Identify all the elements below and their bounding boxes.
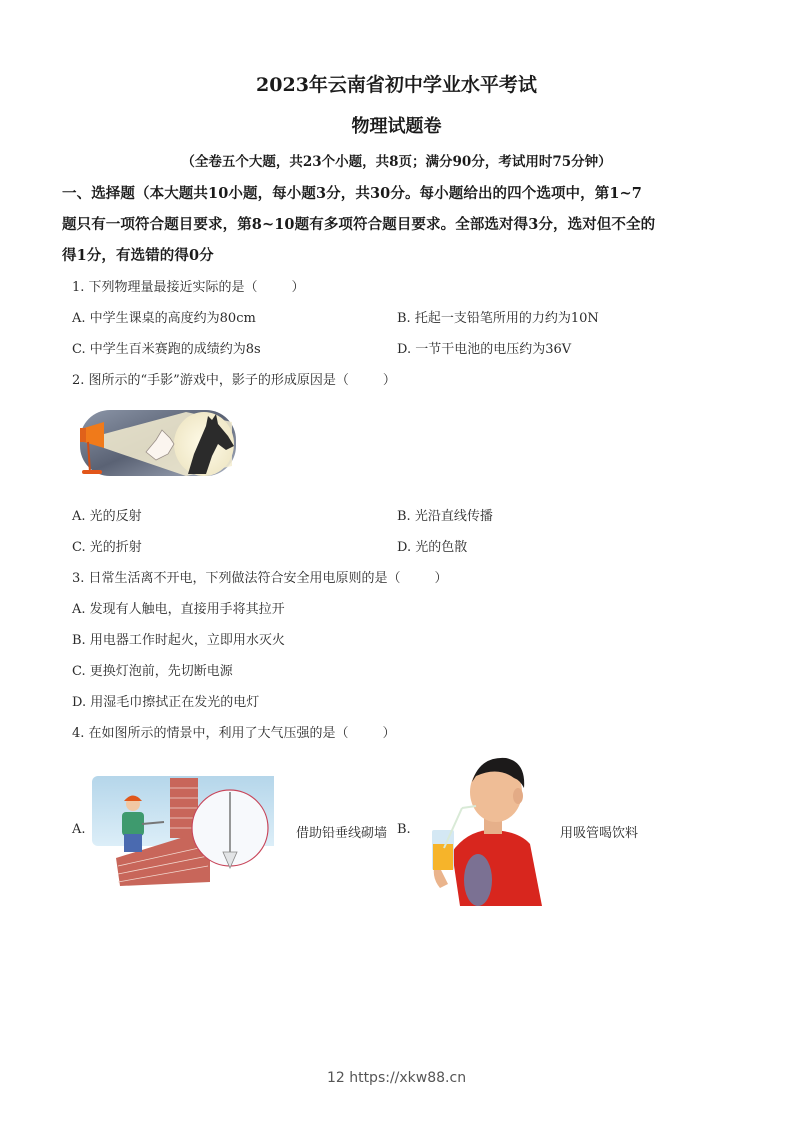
question-close-paren: ） <box>434 571 448 586</box>
question-1-option-b: B. 托起一支铅笔所用的力约为10N <box>397 311 599 326</box>
hand-shadow-figure <box>76 404 238 482</box>
question-3-option-c: C. 更换灯泡前，先切断电源 <box>72 664 233 679</box>
question-1-stem <box>72 276 305 295</box>
question-3-stem <box>72 567 448 586</box>
page-footer: 12 https://xkw88.cn <box>326 1070 467 1086</box>
question-2-option-d: D. 光的色散 <box>397 540 468 555</box>
bricklayer-plumb-line-illustration <box>90 774 274 886</box>
section-instructions-line-3: 得1分，有选错的得0分 <box>62 247 214 264</box>
question-2-option-b: B. 光沿直线传播 <box>397 509 493 524</box>
exam-title: 2023年云南省初中学业水平考试 <box>256 74 537 96</box>
lamp-hand-shadow-illustration <box>76 404 238 482</box>
question-close-paren: ） <box>291 280 305 295</box>
boy-drinking-figure <box>426 752 546 908</box>
question-2-option-a: A. 光的反射 <box>72 509 142 524</box>
question-stem-text: 4. 在如图所示的情景中，利用了大气压强的是（ <box>72 726 349 741</box>
question-3-option-d: D. 用湿毛巾擦拭正在发光的电灯 <box>72 695 260 710</box>
question-4-option-b-caption: 用吸管喝饮料 <box>560 826 639 841</box>
question-1-option-d: D. 一节干电池的电压约为36V <box>397 342 572 357</box>
bricklayer-figure <box>90 774 274 886</box>
question-1-option-a: A. 中学生课桌的高度约为80cm <box>72 311 256 326</box>
question-4-stem <box>72 722 396 741</box>
section-instructions-line-2: 题只有一项符合题目要求，第8~10题有多项符合题目要求。全部选对得3分，选对但不全的 <box>62 216 656 233</box>
question-4-option-a-caption: 借助铅垂线砌墙 <box>296 826 388 841</box>
question-close-paren: ） <box>382 373 396 388</box>
question-close-paren: ） <box>382 726 396 741</box>
question-stem-text: 2. 图所示的“手影”游戏中，影子的形成原因是（ <box>72 373 349 388</box>
question-4-option-b-letter: B. <box>397 822 411 837</box>
question-2-option-c: C. 光的折射 <box>72 540 142 555</box>
question-stem-text: 1. 下列物理量最接近实际的是（ <box>72 280 258 295</box>
exam-subtitle: 物理试题卷 <box>351 116 442 137</box>
question-4-option-a-letter: A. <box>72 822 86 837</box>
question-stem-text: 3. 日常生活离不开电，下列做法符合安全用电原则的是（ <box>72 571 401 586</box>
question-1-option-c: C. 中学生百米赛跑的成绩约为8s <box>72 342 261 357</box>
exam-note: （全卷五个大题，共23个小题，共8页；满分90分，考试用时75分钟） <box>181 154 612 170</box>
question-3-option-b: B. 用电器工作时起火，立即用水灭火 <box>72 633 285 648</box>
boy-drinking-with-straw-photo <box>426 752 546 908</box>
section-instructions-line-1: 一、选择题（本大题共10小题，每小题3分，共30分。每小题给出的四个选项中，第1~7 <box>62 185 642 202</box>
question-3-option-a: A. 发现有人触电，直接用手将其拉开 <box>72 602 285 617</box>
question-2-stem <box>72 369 396 388</box>
